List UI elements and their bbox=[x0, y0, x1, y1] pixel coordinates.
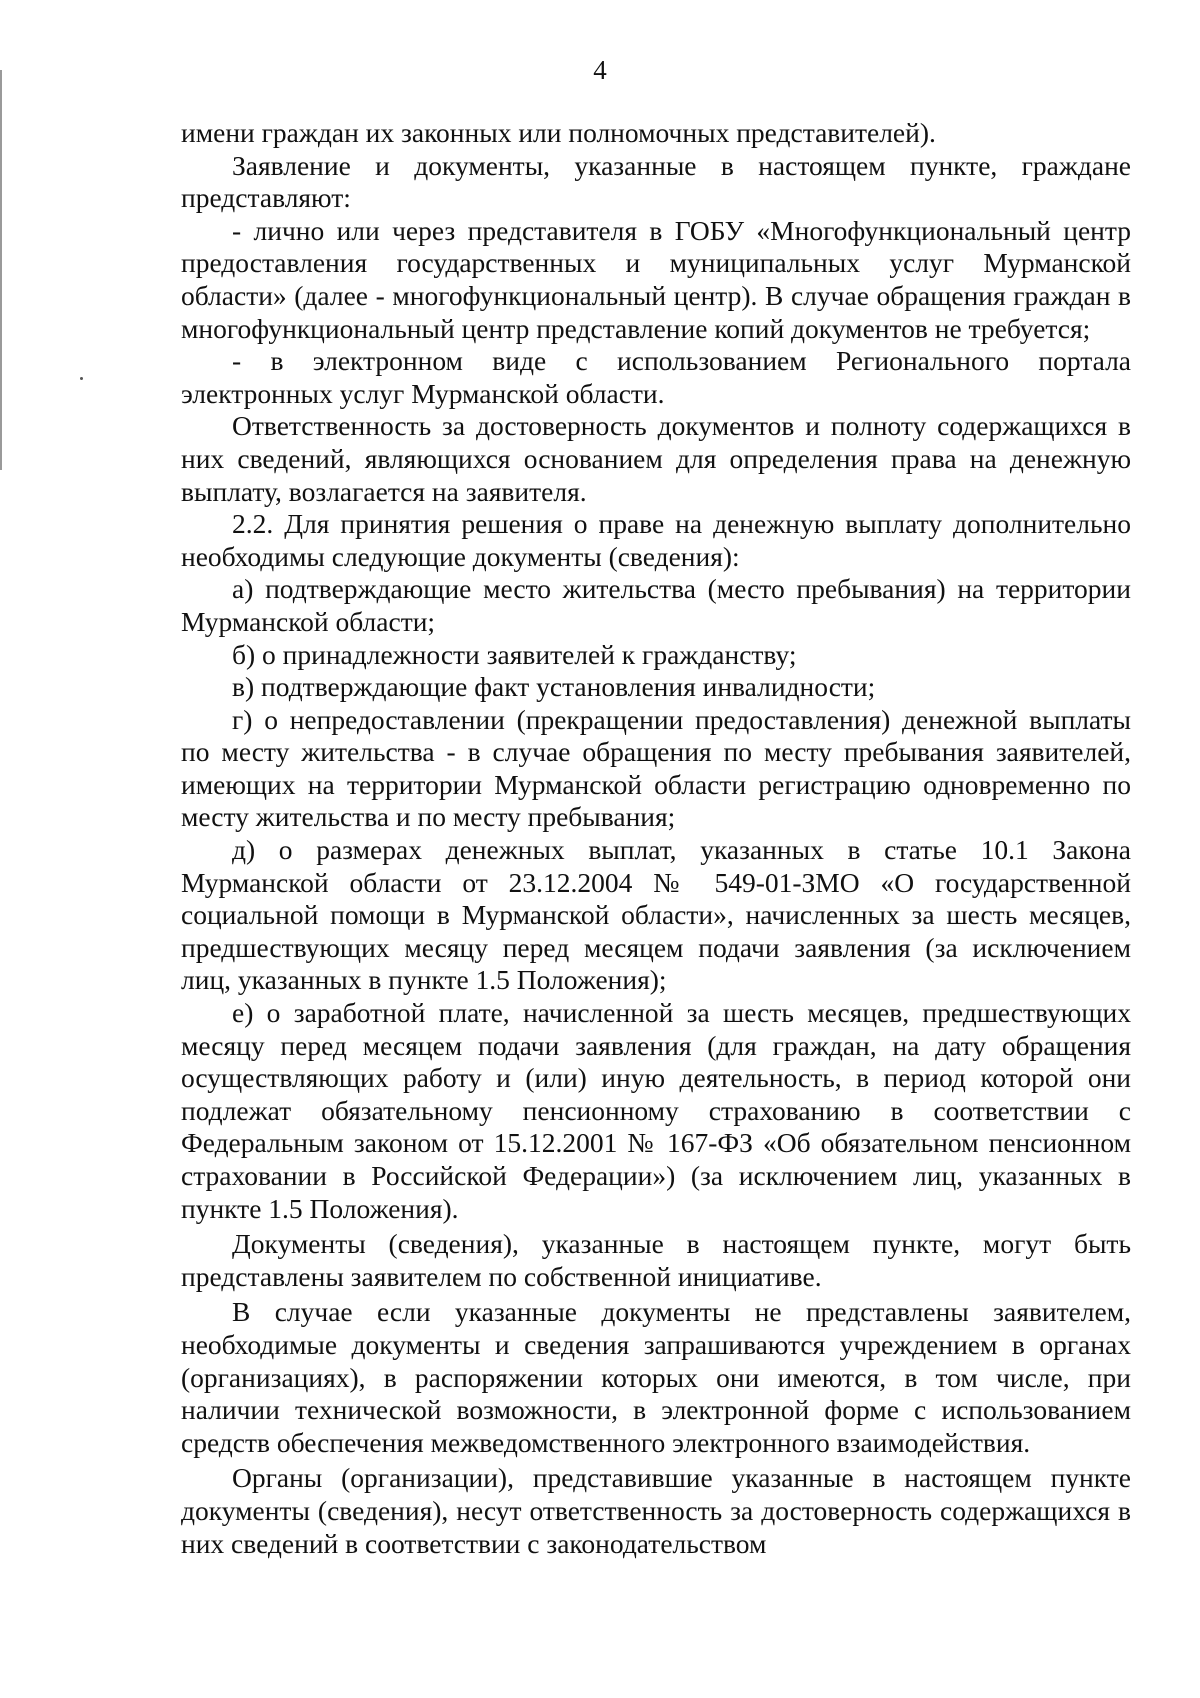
paragraph-responsibility: Ответственность за достоверность документов и полноту содержащихся в них сведений, являющихся основанием для определения права на денежную выплату, возлагается на заявителя. bbox=[181, 410, 1131, 507]
list-item-g: г) о непредоставлении (прекращении предоставления) денежной выплаты по месту жительства - в случае обращения по месту пребывания заявителей, имеющих на территории Мурманской области регистрацию одновременно по месту жительства и по месту пребывания; bbox=[181, 703, 1131, 833]
paragraph-continuation: имени граждан их законных или полномочных представителей). bbox=[181, 117, 936, 148]
paragraph-interagency-request: В случае если указанные документы не представлены заявителем, необходимые документы и сведения запрашиваются учреждением в органах (организациях), в распоряжении которых они имеются, в том числе, при наличии технической возможности, в электронной форме с использованием средств обеспечения межведомственного электронного взаимодействия. bbox=[181, 1296, 1131, 1458]
list-item-d: д) о размерах денежных выплат, указанных в статье 10.1 Закона Мурманской области от 23.12.2004 № 549-01-ЗМО «О государственной социальной помощи в Мурманской области», начисленных за шесть месяцев, предшествующих месяцу перед месяцем подачи заявления (за исключением лиц, указанных в пункте 1.5 Положения); bbox=[181, 834, 1131, 996]
scan-dot-artifact bbox=[80, 377, 83, 380]
list-item-v: в) подтверждающие факт установления инвалидности; bbox=[232, 671, 876, 703]
paragraph-organizations-responsibility: Органы (организации), представившие указанные в настоящем пункте документы (сведения), несут ответственность за достоверность содержащихся в них сведений в соответствии с законодательством bbox=[181, 1462, 1131, 1559]
list-item-a: а) подтверждающие место жительства (место пребывания) на территории Мурманской области; bbox=[181, 573, 1131, 637]
paragraph-application-submission: Заявление и документы, указанные в настоящем пункте, граждане представляют: bbox=[181, 149, 1131, 214]
paragraph-own-initiative: Документы (сведения), указанные в настоящем пункте, могут быть представлены заявителем по собственной инициативе. bbox=[181, 1228, 1131, 1292]
scan-edge-artifact bbox=[0, 70, 2, 470]
list-item-e: е) о заработной плате, начисленной за шесть месяцев, предшествующих месяцу перед месяцем подачи заявления (для граждан, на дату обращения осуществляющих работу и (или) иную деятельность, в период которой они подлежат обязательному пенсионному страхованию в соответствии с Федеральным законом от 15.12.2001 № 167-ФЗ «Об обязательном пенсионном страховании в Российской Федерации») (за исключением лиц, указанных в пункте 1.5 Положения). bbox=[181, 997, 1131, 1224]
paragraph-clause-2-2: 2.2. Для принятия решения о праве на денежную выплату дополнительно необходимы следующие документы (сведения): bbox=[181, 508, 1131, 572]
paragraph-electronic-submission: - в электронном виде с использованием Регионального портала электронных услуг Мурманской области. bbox=[181, 345, 1131, 409]
list-item-b: б) о принадлежности заявителей к гражданству; bbox=[232, 638, 797, 670]
paragraph-mfc-submission: - лично или через представителя в ГОБУ «Многофункциональный центр предоставления государственных и муниципальных услуг Мурманской области» (далее - многофункциональный центр). В случае обращения граждан в многофункциональный центр представление копий документов не требуется; bbox=[181, 214, 1131, 344]
document-body bbox=[181, 117, 1131, 1560]
page-number: 4 bbox=[593, 55, 607, 85]
